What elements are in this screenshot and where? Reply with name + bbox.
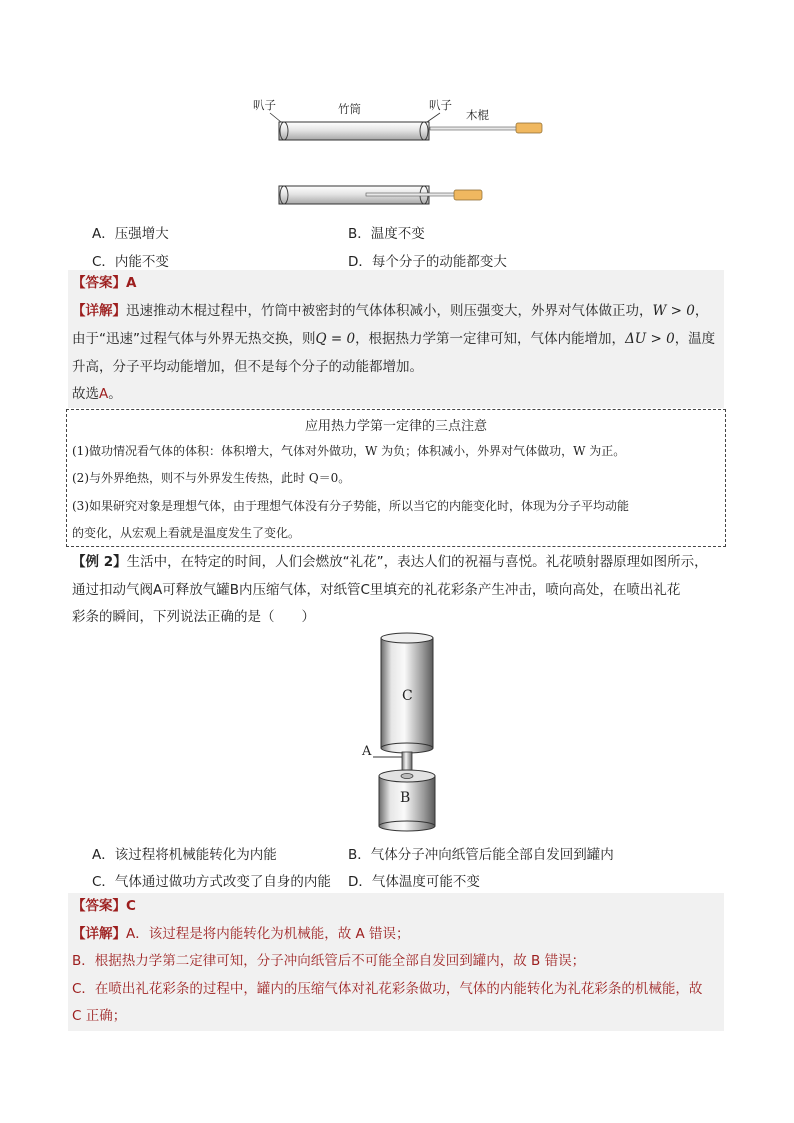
detail-text: A．该过程是将内能转化为机械能，故 A 错误； <box>126 926 410 942</box>
detail-label: 【详解】 <box>72 303 126 319</box>
note-item-3b: 的变化，从宏观上看就是温度发生了变化。 <box>72 526 301 540</box>
ex1-option-a: A．压强增大 <box>92 226 169 242</box>
ex1-detail-line-2 <box>72 329 715 349</box>
note-item-1: (1)做功情况看气体的体积：体积增大，气体对外做功，W 为负；体积减小，外界对气体做功，W 为正。 <box>72 444 626 458</box>
ex2-answer <box>72 896 136 916</box>
label-ba-right: 叭子 <box>429 98 452 112</box>
ex2-option-d: D．气体温度可能不变 <box>348 874 480 890</box>
label-c: C <box>402 688 413 704</box>
ex2-text: 生活中，在特定的时间，人们会燃放“礼花”，表达人们的祝福与喜悦。礼花喷射器原理如图所示， <box>126 554 708 570</box>
math-q: Q = 0 <box>315 331 356 347</box>
ex2-option-a: A．该过程将机械能转化为内能 <box>92 847 277 863</box>
ex2-question-line-2: 通过扣动气阀A可释放气罐B内压缩气体，对纸管C里填充的礼花彩条产生冲击，喷向高处，在喷出礼花 <box>72 582 681 598</box>
answer-label: 【答案】 <box>72 275 126 291</box>
ex1-option-b: B．温度不变 <box>348 226 425 242</box>
note-title: 应用热力学第一定律的三点注意 <box>304 419 487 434</box>
ex2-detail-line-4: C 正确； <box>72 1008 127 1024</box>
note-item-2: (2)与外界绝热，则不与外界发生传热，此时 Q＝0。 <box>72 471 351 485</box>
ex1-detail-line-1 <box>72 301 708 321</box>
ex2-option-c: C．气体通过做功方式改变了自身的内能 <box>92 874 331 890</box>
ex2-question-line-1 <box>72 550 708 570</box>
ex2-question-line-3: 彩条的瞬间，下列说法正确的是（ ） <box>72 609 315 625</box>
ex1-option-c: C．内能不变 <box>92 254 169 270</box>
detail-text: 迅速推动木棍过程中，竹筒中被密封的气体体积减小，则压强变大，外界对气体做正功， <box>126 303 653 319</box>
detail-text: ，根据热力学第一定律可知，气体内能增加， <box>355 331 626 347</box>
label-ba-left: 叭子 <box>253 98 276 112</box>
ex2-detail-line-1 <box>72 924 410 944</box>
note-item-3a: (3)如果研究对象是理想气体，由于理想气体没有分子势能，所以当它的内能变化时，体现为分子平均动能 <box>72 499 630 513</box>
ex2-option-b: B．气体分子冲向纸管后能全部自发回到罐内 <box>348 847 614 863</box>
bamboo-tube-diagram <box>250 108 550 208</box>
detail-text: 故选 <box>72 386 99 402</box>
answer-value: A <box>126 275 137 291</box>
detail-choice: A <box>99 386 109 402</box>
ex1-option-d: D．每个分子的动能都变大 <box>348 254 507 270</box>
ex1-detail-line-4 <box>72 384 122 404</box>
ex2-detail-line-3: C．在喷出礼花彩条的过程中，罐内的压缩气体对礼花彩条做功，气体的内能转化为礼花彩条的机械能，故 <box>72 981 703 997</box>
ex2-detail-line-2: B．根据热力学第二定律可知，分子冲向纸管后不可能全部自发回到罐内，故 B 错误； <box>72 953 586 969</box>
answer-label: 【答案】 <box>72 898 126 914</box>
label-a: A <box>362 744 372 759</box>
label-bamboo: 竹筒 <box>338 102 361 116</box>
detail-text-end: ， <box>694 303 709 319</box>
detail-text: ，温度 <box>674 331 716 347</box>
label-stick: 木棍 <box>466 108 489 122</box>
answer-value: C <box>126 898 136 914</box>
math-du: ΔU > 0 <box>625 331 675 347</box>
detail-label: 【详解】 <box>72 926 126 942</box>
label-b: B <box>400 790 411 806</box>
detail-text: 。 <box>108 386 122 402</box>
ex2-label: 【例 2】 <box>72 554 127 570</box>
math-w: W > 0 <box>652 303 695 319</box>
ex1-answer <box>72 273 136 293</box>
ex1-detail-line-3: 升高，分子平均动能增加，但不是每个分子的动能都增加。 <box>72 359 423 375</box>
detail-text: 由于“迅速”过程气体与外界无热交换，则 <box>72 331 316 347</box>
